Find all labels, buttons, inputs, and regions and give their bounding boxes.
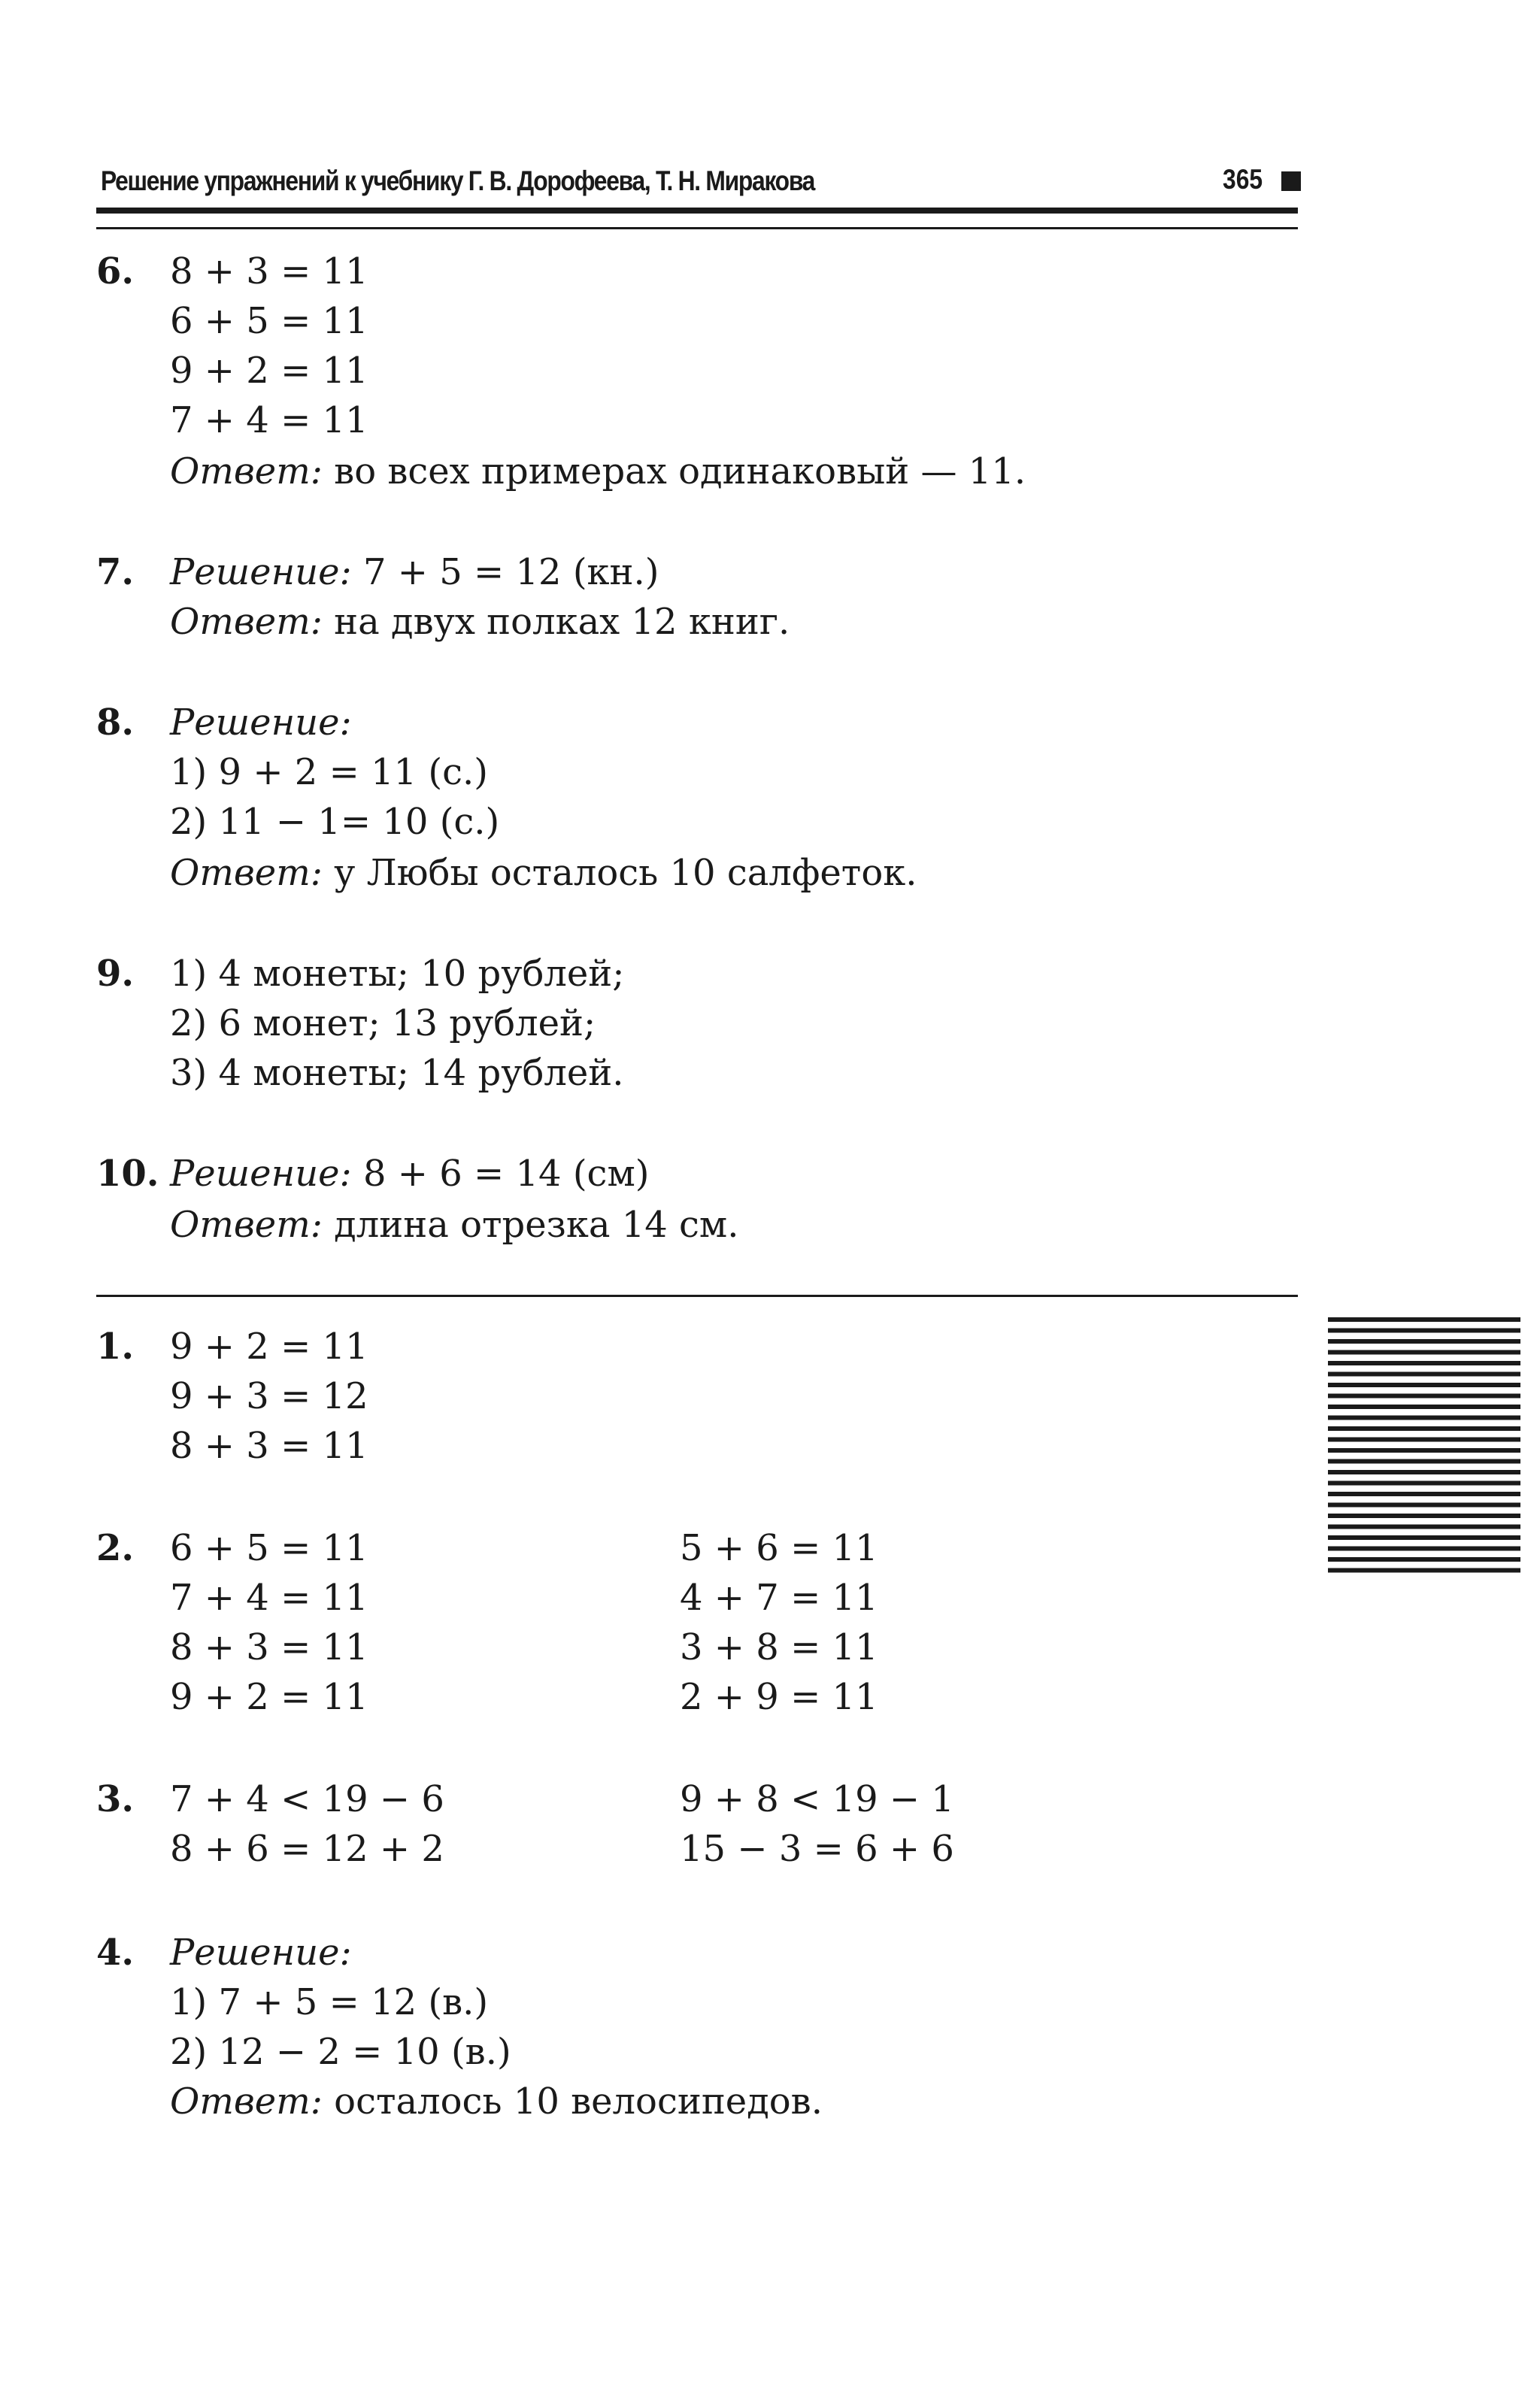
running-header-title: Решение упражнений к учебнику Г. В. Дорофеева, Т. Н. Миракова [101, 165, 815, 196]
exercise-10-answer [170, 1200, 739, 1250]
answer-label: Ответ: [170, 601, 323, 643]
exercise-6-line-2: 6 + 5 = 11 [170, 300, 368, 342]
task-2-right-3: 3 + 8 = 11 [680, 1626, 878, 1668]
exercise-8-line-2: 2) 11 − 1= 10 (с.) [170, 801, 500, 843]
exercise-8-answer [170, 848, 917, 898]
task-3-left-2: 8 + 6 = 12 + 2 [170, 1828, 444, 1870]
answer-label: Ответ: [170, 852, 323, 894]
task-4-solution-label [170, 1928, 352, 1977]
task-3-number: 3. [96, 1778, 135, 1820]
task-2-right-4: 2 + 9 = 11 [680, 1676, 878, 1718]
answer-label: Ответ: [170, 1204, 323, 1246]
task-4-line-2: 2) 12 − 2 = 10 (в.) [170, 2031, 511, 2073]
task-2-right-2: 4 + 7 = 11 [680, 1577, 878, 1619]
exercise-6-number: 6. [96, 250, 135, 292]
exercise-6-answer [170, 447, 1026, 496]
solution-label: Решение: [170, 1932, 352, 1974]
exercise-9-line-2: 2) 6 монет; 13 рублей; [170, 1002, 596, 1044]
task-1-line-1: 9 + 2 = 11 [170, 1326, 368, 1368]
task-2-left-4: 9 + 2 = 11 [170, 1676, 368, 1718]
exercise-9-number: 9. [96, 953, 135, 995]
task-3-right-2: 15 − 3 = 6 + 6 [680, 1828, 954, 1870]
header-rule-thick [96, 208, 1298, 214]
exercise-6-line-3: 9 + 2 = 11 [170, 350, 368, 392]
solution-label: Решение: [170, 551, 352, 593]
solution-label: Решение: [170, 702, 352, 744]
task-3-left-1: 7 + 4 < 19 − 6 [170, 1778, 444, 1820]
solution-text: 7 + 5 = 12 (кн.) [351, 551, 659, 593]
exercise-9-line-1: 1) 4 монеты; 10 рублей; [170, 953, 625, 995]
side-stripe-marker [1328, 1317, 1520, 1579]
task-1-line-2: 9 + 3 = 12 [170, 1375, 368, 1417]
exercise-6-line-1: 8 + 3 = 11 [170, 250, 368, 292]
exercise-10-number: 10. [96, 1153, 159, 1195]
answer-text: осталось 10 велосипедов. [322, 2080, 823, 2123]
task-4-answer [170, 2077, 823, 2126]
task-4-number: 4. [96, 1932, 135, 1974]
task-3-right-1: 9 + 8 < 19 − 1 [680, 1778, 954, 1820]
exercise-6-line-4: 7 + 4 = 11 [170, 399, 368, 441]
task-2-left-1: 6 + 5 = 11 [170, 1527, 368, 1569]
exercise-7-answer [170, 597, 790, 647]
exercise-9-line-3: 3) 4 монеты; 14 рублей. [170, 1052, 624, 1094]
solution-label: Решение: [170, 1153, 352, 1195]
task-1-number: 1. [96, 1326, 135, 1368]
page-number: 365 [1223, 164, 1263, 195]
exercise-8-solution-label [170, 698, 352, 747]
answer-label: Ответ: [170, 450, 323, 492]
exercise-7-number: 7. [96, 551, 135, 593]
exercise-7-solution [170, 547, 659, 597]
answer-text: во всех примерах одинаковый — 11. [322, 450, 1026, 492]
header-square-marker [1281, 171, 1301, 191]
header-rule-thin [96, 227, 1298, 229]
answer-text: у Любы осталось 10 салфеток. [322, 852, 917, 894]
answer-label: Ответ: [170, 2080, 323, 2123]
task-2-left-3: 8 + 3 = 11 [170, 1626, 368, 1668]
task-2-right-1: 5 + 6 = 11 [680, 1527, 878, 1569]
solution-text: 8 + 6 = 14 (см) [351, 1153, 650, 1195]
exercise-10-solution [170, 1149, 650, 1199]
exercise-8-line-1: 1) 9 + 2 = 11 (с.) [170, 751, 488, 793]
answer-text: длина отрезка 14 см. [322, 1204, 739, 1246]
task-4-line-1: 1) 7 + 5 = 12 (в.) [170, 1981, 489, 2023]
task-2-number: 2. [96, 1527, 135, 1569]
task-1-line-3: 8 + 3 = 11 [170, 1425, 368, 1467]
exercise-8-number: 8. [96, 702, 135, 744]
answer-text: на двух полках 12 книг. [322, 601, 790, 643]
section-separator [96, 1295, 1298, 1297]
task-2-left-2: 7 + 4 = 11 [170, 1577, 368, 1619]
